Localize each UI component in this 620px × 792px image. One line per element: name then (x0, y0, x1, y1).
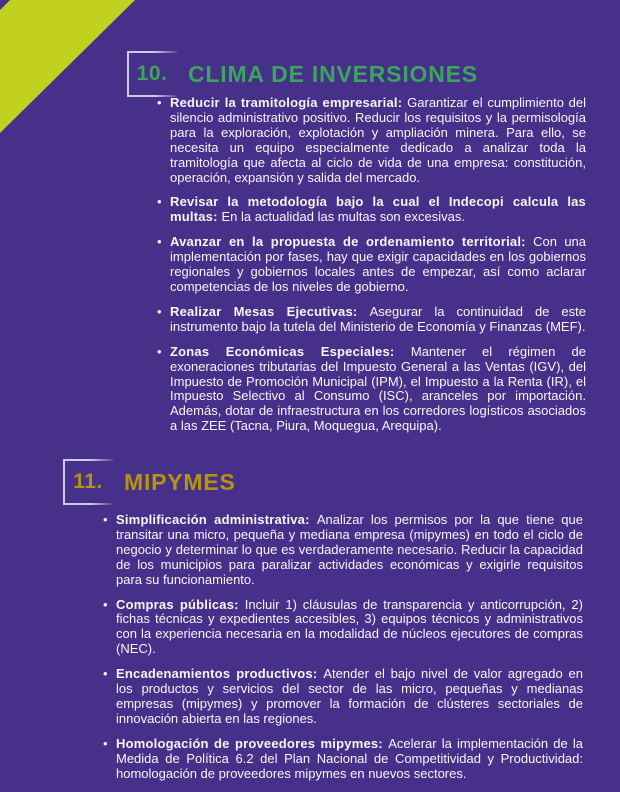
bullet-text: Analizar los permisos por la que tiene que transitar una micro, pequeña y mediana empresa (mipymes) en todo el ciclo de negocio y determinar lo que es verdaderamente necesario. Reducir la capacidad de los municipios para paralizar actividades económicas y exigirle requisitos para su funcionamiento. (116, 512, 583, 587)
bullet-item (152, 345, 586, 434)
bullet-text: Atender el bajo nivel de valor agregado en los productos y servicios del sector de las micro, pequeñas y medianas empresas (mipymes) y promover la formación de clústeres sectoriales de innovación abierta en las regiones. (116, 666, 583, 726)
section-11-bullet-list (96, 513, 583, 792)
bullet-item (152, 235, 586, 295)
section-11-heading (63, 459, 236, 505)
bullet-item (152, 305, 586, 335)
section-10-heading (127, 51, 478, 97)
bullet-item (152, 195, 586, 225)
bullet-text: Mantener el régimen de exoneraciones tributarias del Impuesto General a las Ventas (IGV), del Impuesto de Promoción Municipal (IPM), el Impuesto a la Renta (IR), el Impuesto Selectivo al Consumo (ISC), aranceles por importación. Además, dotar de infraestructura en los corredores logísticos asociados a las ZEE (Tacna, Piura, Moquegua, Arequipa). (170, 343, 586, 434)
bullet-lead: Compras públicas: (116, 596, 245, 612)
bullet-lead: Simplificación administrativa: (116, 512, 317, 527)
section-10-title: CLIMA DE INVERSIONES (188, 60, 478, 87)
section-10-number-box (127, 51, 177, 97)
section-11-title: MIPYMES (124, 468, 236, 495)
bullet-lead: Realizar Mesas Ejecutivas: (170, 303, 370, 319)
bullet-lead: Avanzar en la propuesta de ordenamiento territorial: (170, 234, 534, 250)
bullet-lead: Zonas Económicas Especiales: (170, 343, 411, 359)
bullet-text: Incluir 1) cláusulas de transparencia y anticorrupción, 2) fichas técnicas y expedientes accesibles, 3) equipos técnicos y administrativos con la experiencia necesaria en la modalidad de núcleos ejecutores de compras (NEC). (116, 596, 583, 657)
bullet-text: En la actualidad las multas son excesivas. (221, 209, 465, 225)
section-11-number-box (63, 459, 113, 505)
bullet-text: Garantizar el cumplimiento del silencio administrativo positivo. Reducir los requisitos y la permisología para la exploración, explotación y ampliación minera. Para ello, se necesita un equipo especialmente dedicado a analizar toda la tramitología que afecta al ciclo de vida de una empresa: constitución, operación, expansión y salida del mercado. (170, 95, 586, 185)
corner-stripe-decoration (0, 0, 140, 140)
bullet-item (96, 598, 583, 658)
bullet-text: Con una implementación por fases, hay que exigir capacidades en los gobiernos regionales y gobiernos locales antes de empezar, así como aclarar competencias de los niveles de gobierno. (170, 234, 587, 294)
section-10-number: 10. (136, 62, 168, 85)
bullet-lead: Reducir la tramitología empresarial: (170, 95, 408, 110)
section-10-bullet-list (152, 96, 586, 444)
section-11-number: 11. (73, 470, 103, 493)
bullet-lead: Homologación de proveedores mipymes: (116, 735, 389, 751)
bullet-item (96, 513, 583, 588)
bullet-text: Asegurar la continuidad de este instrumento bajo la tutela del Ministerio de Economía y Finanzas (MEF). (170, 303, 586, 334)
bullet-lead: Encadenamientos productivos: (116, 666, 324, 682)
bullet-text: Acelerar la implementación de la Medida de Política 6.2 del Plan Nacional de Competitividad y Productividad: homologación de proveedores mipymes en nuevos sectores. (116, 735, 583, 781)
bullet-item (152, 96, 586, 185)
bullet-item (96, 667, 583, 727)
bullet-item (96, 737, 583, 782)
bullet-lead: Revisar la metodología bajo la cual el Indecopi calcula las multas: (170, 194, 586, 225)
